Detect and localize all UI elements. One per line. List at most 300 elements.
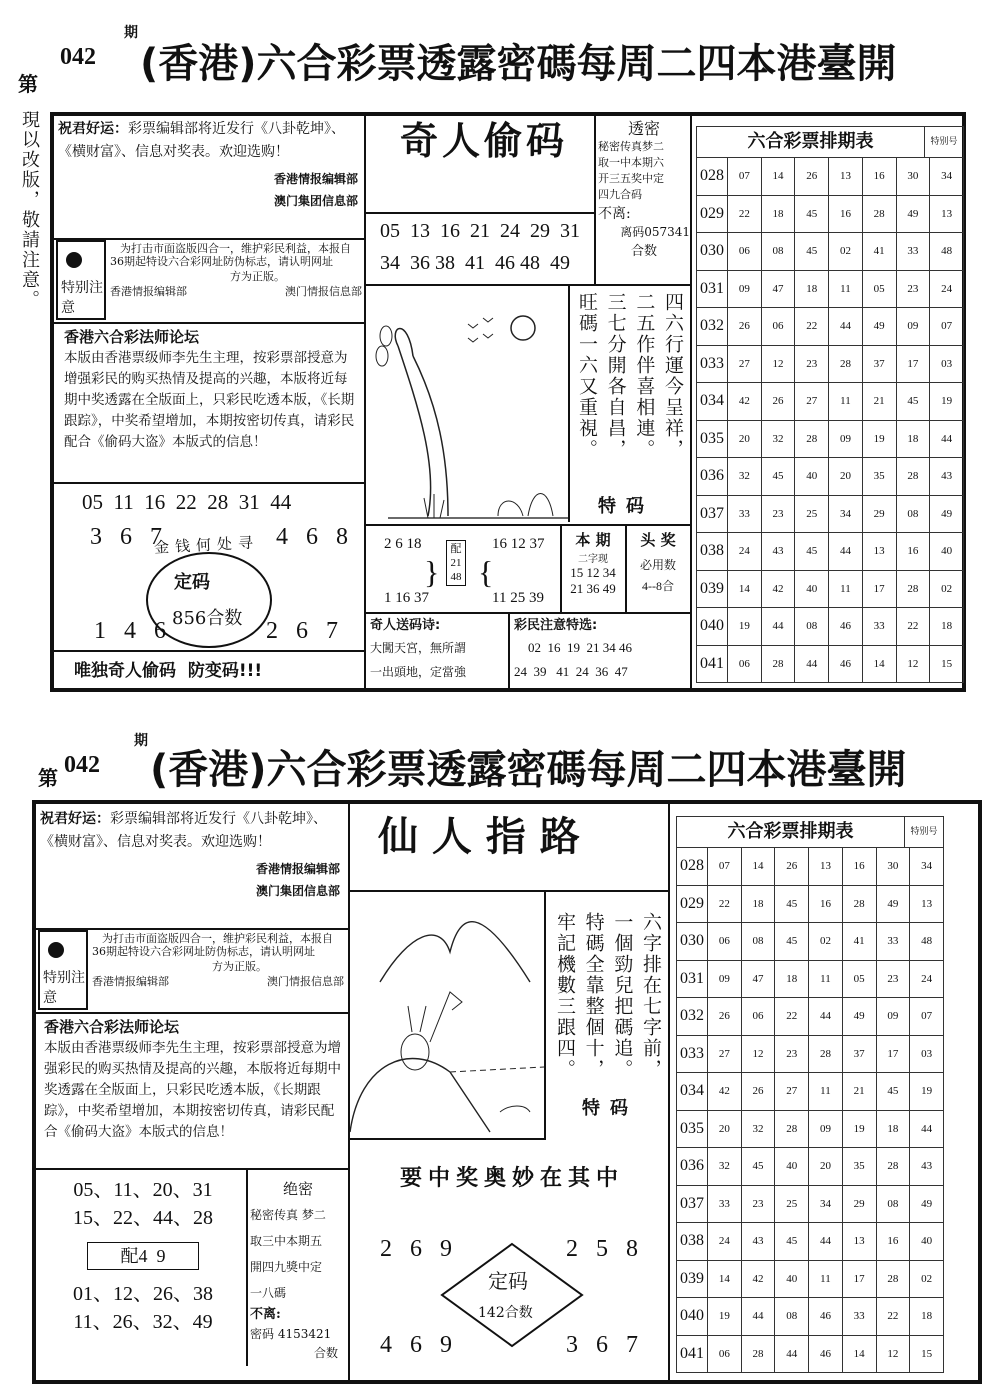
special-tag: 特别注意 [61,280,103,316]
number-cell: 47 [741,960,775,998]
pei-box-label: 配 [450,543,462,555]
number-cell: 05 [862,270,896,308]
issue-cell: 037 [677,1185,708,1223]
dingma-tr: 2 5 8 [566,1236,644,1262]
number-cell: 32 [741,1110,775,1148]
number-cell: 49 [842,998,876,1036]
schedule-table-top [696,126,964,683]
number-cell: 28 [795,420,829,458]
table-row [697,458,964,496]
song-poem-line: 大闖天宮，無所謂 [370,641,467,655]
number-cell: 06 [728,233,762,271]
issue-cell: 035 [677,1110,708,1148]
group-line: 01、12、26、38 [73,1283,213,1305]
number-cell: 14 [728,570,762,608]
number-cell: 45 [795,533,829,571]
number-cell: 42 [741,1260,775,1298]
table-row [697,645,964,683]
issue-cell: 030 [677,923,708,961]
number-cell: 32 [708,1148,742,1186]
bottom-poem [552,912,664,1092]
table-row [677,1035,944,1073]
number-cell: 24 [708,1223,742,1261]
table-row [677,1298,944,1336]
number-cell: 47 [761,270,795,308]
number-cell: 41 [862,233,896,271]
issue-cell: 040 [677,1298,708,1336]
number-cell: 12 [741,1035,775,1073]
special-number-cell: 02 [930,570,964,608]
number-cell: 09 [809,1110,843,1148]
dingma-center: 定码 [488,1269,528,1293]
table-row [677,998,944,1036]
tou-mi-line: 四九合码 [598,188,642,201]
table-row [677,1185,944,1223]
divider [54,650,364,652]
number-cell: 28 [876,1148,910,1186]
number-cell: 44 [795,645,829,683]
number-cell: 22 [896,608,930,646]
number-cell: 33 [862,608,896,646]
pei-box: 配4 9 [87,1242,199,1270]
special-tail: 方为正版。 [230,270,285,283]
header-qi: 期 [134,733,148,749]
number-cell: 13 [829,158,863,196]
number-cell: 14 [741,848,775,886]
juemi-title: 绝密 [282,1180,313,1198]
number-cell: 28 [862,195,896,233]
number-cell: 44 [741,1298,775,1336]
number-cell: 40 [795,570,829,608]
number-cell: 14 [761,158,795,196]
header-prefix: 第 [38,766,58,790]
table-row [697,270,964,308]
number-cell: 33 [708,1185,742,1223]
number-cell: 26 [708,998,742,1036]
number-cell: 40 [795,458,829,496]
number-cell: 43 [761,533,795,571]
special-number-cell: 34 [910,848,944,886]
number-cell: 17 [896,345,930,383]
number-cell: 17 [842,1260,876,1298]
greeting-sign1: 香港情报编辑部 [255,862,340,876]
number-cell: 22 [708,885,742,923]
group-line: 15、22、44、28 [73,1207,213,1229]
forum-body: 本版由香港票级师李先生主理，按彩票部授意为增强彩民的购买热情及提高的兴趣，本版将近每期中奖透露在全版面上，只彩民吃透本版，《长期跟踪》，中奖希望增加，本期按密切传真，请彩民配合《偷码大盗》本版式的信息！ [44,1040,341,1140]
number-cell: 20 [829,458,863,496]
divider [508,612,510,692]
number-cell: 42 [708,1073,742,1111]
issue-cell: 038 [697,533,728,571]
song-poem-line: 一出頭地，定當強 [370,665,467,679]
number-cell: 11 [809,960,843,998]
issue-cell: 031 [697,270,728,308]
divider [36,1012,348,1014]
issue-cell: 028 [697,158,728,196]
number-cell: 44 [809,998,843,1036]
poem-col: 旺碼一六又重視。 [576,292,598,460]
number-cell: 28 [775,1110,809,1148]
poem-col: 特碼全靠整個十， [582,912,605,1080]
number-cell: 25 [775,1185,809,1223]
number-cell: 33 [728,495,762,533]
number-cell: 16 [842,848,876,886]
number-cell: 44 [829,308,863,346]
poem-col: 二五作伴喜相連。 [633,292,656,460]
pei-right-top: 16 12 37 [492,536,545,552]
special-number-cell: 03 [930,345,964,383]
issue-cell: 028 [677,848,708,886]
number-cell: 30 [876,848,910,886]
dingma-tl: 3 6 7 [90,524,168,550]
dingma-bl: 4 6 9 [380,1332,458,1358]
number-cell: 06 [708,923,742,961]
number-cell: 23 [775,1035,809,1073]
number-cell: 08 [876,1185,910,1223]
dingma-diamond [380,1232,650,1362]
table-row [677,1148,944,1186]
divider [668,800,670,1384]
number-cell: 22 [795,308,829,346]
forum-block [64,326,358,453]
number-cell: 28 [842,885,876,923]
divider [690,112,692,692]
header-prefix: 第 [18,72,38,96]
special-number-cell: 19 [910,1073,944,1111]
dingma-tr: 4 6 8 [276,524,354,550]
issue-cell: 031 [677,960,708,998]
numbers-row: 05 11 16 22 28 31 44 [82,490,292,514]
number-cell: 37 [842,1035,876,1073]
number-cell: 22 [728,195,762,233]
tou-mi-sum: 合数 [630,244,657,259]
pei-block [366,526,562,612]
number-cell: 26 [775,848,809,886]
song-poem [370,616,506,684]
tou-mi-line: 取一中本期六 [598,156,664,169]
toujiang-range: 4--8合 [642,579,674,593]
dingma-diagram [54,520,364,650]
mountain-illustration [350,892,546,1140]
special-notice [56,240,364,322]
juemi-line: 開四九獎中定 [250,1260,323,1274]
number-cell: 30 [896,158,930,196]
special-number-cell: 44 [930,420,964,458]
number-cell: 16 [876,1223,910,1261]
number-cell: 27 [795,383,829,421]
table-row [677,1073,944,1111]
header-title: (香港)六合彩票透露密碼每周二四本港臺開 [150,747,907,793]
divider [54,482,364,484]
number-cell: 40 [775,1260,809,1298]
special-number-cell: 02 [910,1260,944,1298]
number-cell: 28 [761,645,795,683]
special-number-cell: 24 [910,960,944,998]
issue-cell: 036 [677,1148,708,1186]
juemi-line: 一八碼 [250,1286,287,1300]
table-row [697,345,964,383]
caimin-title: 彩民注意特选: [514,618,598,633]
top-poem [574,292,686,482]
number-cell: 28 [741,1335,775,1373]
number-cell: 27 [708,1035,742,1073]
number-cell: 07 [728,158,762,196]
toujiang-sub: 必用数 [639,558,676,572]
forum-body: 本版由香港票级师李先生主理，按彩票部授意为增强彩民的购买热情及提高的兴趣，本版将近每期中奖透露在全版面上，只彩民吃透本版，《长期跟踪》，中奖希望增加，本期按密切传真，请彩民配合《偷码大盗》本版式的信息！ [64,350,355,450]
special-number-cell: 44 [910,1110,944,1148]
greeting-sign1: 香港情报编辑部 [273,172,358,186]
number-cell: 32 [728,458,762,496]
center-numbers-1: 05 13 16 21 24 29 31 [380,220,580,242]
number-cell: 11 [829,570,863,608]
number-cell: 08 [741,923,775,961]
number-cell: 40 [775,1148,809,1186]
special-number-cell: 43 [930,458,964,496]
table-row [677,1223,944,1261]
number-cell: 45 [795,233,829,271]
number-cell: 37 [862,345,896,383]
benqi-line: 21 36 49 [570,581,616,596]
tema-label: 特码 [598,496,654,517]
greeting-sign2: 澳门集团信息部 [273,194,358,208]
special-number-cell: 40 [910,1223,944,1261]
number-cell: 14 [862,645,896,683]
table-row [697,308,964,346]
number-cell: 33 [876,923,910,961]
pei-box-num: 21 [450,557,462,569]
poem-col: 六字排在七字前， [639,912,662,1080]
number-cell: 43 [741,1223,775,1261]
number-cell: 06 [761,308,795,346]
number-cell: 23 [896,270,930,308]
greeting-body: 彩票编辑部将近发行《八卦乾坤》、《横财富》、信息对奖表。欢迎选购！ [58,121,345,160]
juemi-line: 秘密传真 梦二 [250,1208,326,1222]
number-cell: 41 [842,923,876,961]
number-cell: 28 [876,1260,910,1298]
table-row [677,1110,944,1148]
number-cell: 09 [708,960,742,998]
pei-box-num: 48 [450,571,462,583]
dingma-tl: 2 6 9 [380,1236,458,1262]
number-cell: 46 [809,1298,843,1336]
special-tag: 特别注意 [43,970,85,1006]
tree-illustration [368,286,570,522]
slogan: 唯独奇人偷码 防变码!!! [74,661,263,681]
table-row [697,420,964,458]
number-cell: 14 [842,1335,876,1373]
number-cell: 06 [708,1335,742,1373]
number-cell: 18 [741,885,775,923]
group-line: 11、26、32、49 [73,1311,213,1333]
table-row [697,158,964,196]
number-cell: 06 [728,645,762,683]
issue-cell: 034 [677,1073,708,1111]
number-cell: 19 [862,420,896,458]
issue-cell: 036 [697,458,728,496]
benqi-block [562,530,624,597]
special-body: 为打击市面盗版四合一，维护彩民利益，本报自36期起特设六合彩网址防伪标志，请认明网址 [92,932,333,958]
special-number-cell: 40 [930,533,964,571]
number-cell: 06 [741,998,775,1036]
number-cell: 28 [896,458,930,496]
number-cell: 34 [829,495,863,533]
issue-cell: 033 [677,1035,708,1073]
poem-col: 一個勁兒把碼追。 [611,912,634,1080]
tou-mi-title: 透密 [627,119,660,138]
special-sign1: 香港情报编辑部 [110,285,187,298]
schedule-table-bottom [676,816,944,1373]
tou-mi-buli: 不离: [598,206,631,222]
number-groups [40,1176,246,1336]
special-number-cell: 03 [910,1035,944,1073]
special-number-cell: 15 [910,1335,944,1373]
schedule-title: 六合彩票排期表 [747,131,874,152]
number-cell: 18 [876,1110,910,1148]
number-cell: 12 [896,645,930,683]
special-number-cell: 43 [910,1148,944,1186]
poem-col: 四六行運今呈祥， [661,292,684,460]
number-cell: 45 [741,1148,775,1186]
divider [366,612,690,614]
number-cell: 45 [795,195,829,233]
number-cell: 18 [795,270,829,308]
number-cell: 44 [761,608,795,646]
number-cell: 09 [829,420,863,458]
bottom-header [0,722,985,802]
greeting-block [58,118,358,212]
number-cell: 19 [728,608,762,646]
issue-cell: 041 [697,645,728,683]
number-cell: 44 [775,1335,809,1373]
number-cell: 12 [761,345,795,383]
issue-cell: 039 [677,1260,708,1298]
number-cell: 45 [775,1223,809,1261]
juemi-code: 密码 4153421 [250,1327,332,1341]
number-cell: 14 [708,1260,742,1298]
special-sign1: 香港情报编辑部 [92,975,169,988]
number-cell: 23 [876,960,910,998]
center-numbers-2: 34 36 38 41 46 48 49 [380,252,570,274]
side-notice: 現以改版，敬請注意。 [19,110,40,310]
center-title: 奇人偷码 [400,119,569,163]
number-cell: 20 [728,420,762,458]
dingma-bl: 1 4 6 [94,618,172,644]
number-cell: 45 [876,1073,910,1111]
header-qi: 期 [124,25,138,41]
number-cell: 18 [761,195,795,233]
number-cell: 44 [809,1223,843,1261]
number-cell: 16 [809,885,843,923]
issue-cell: 041 [677,1335,708,1373]
number-cell: 08 [761,233,795,271]
number-cell: 25 [795,495,829,533]
special-number-label: 特别号 [924,127,963,157]
schedule-grid [676,847,944,1373]
greeting-label: 祝君好运： [58,121,128,137]
toujiang-title: 头 奖 [640,531,676,549]
number-cell: 46 [829,645,863,683]
number-cell: 46 [809,1335,843,1373]
number-cell: 23 [795,345,829,383]
number-cell: 26 [728,308,762,346]
number-cell: 49 [876,885,910,923]
forum-block [44,1016,342,1143]
greeting-body: 彩票编辑部将近发行《八卦乾坤》、《横财富》、信息对奖表。欢迎选购！ [40,811,327,850]
special-number-cell: 13 [930,195,964,233]
special-number-cell: 19 [930,383,964,421]
table-row [677,1260,944,1298]
number-cell: 33 [842,1298,876,1336]
special-notice [38,930,346,1012]
number-cell: 45 [896,383,930,421]
number-cell: 42 [761,570,795,608]
number-cell: 45 [775,885,809,923]
special-number-cell: 48 [910,923,944,961]
number-cell: 16 [829,195,863,233]
number-cell: 44 [829,533,863,571]
bomb-icon [66,252,82,268]
group-line: 05、11、20、31 [73,1179,213,1201]
pei-left-bottom: 1 16 37 [384,590,429,606]
divider [594,112,596,284]
benqi-line: 15 12 34 [570,565,616,580]
dingma-sum: 856合数 [172,608,243,629]
number-cell: 26 [761,383,795,421]
number-cell: 08 [795,608,829,646]
number-cell: 11 [809,1073,843,1111]
issue-cell: 040 [697,608,728,646]
tou-mi-block [598,116,690,259]
special-body: 为打击市面盗版四合一，维护彩民利益，本报自36期起特设六合彩网址防伪标志，请认明网址 [110,242,351,268]
number-cell: 49 [896,195,930,233]
number-cell: 45 [775,923,809,961]
special-number-cell: 18 [910,1298,944,1336]
number-cell: 18 [775,960,809,998]
center-title: 仙 人 指 路 [378,814,580,860]
special-number-cell: 18 [930,608,964,646]
divider [54,322,364,324]
special-number-cell: 07 [930,308,964,346]
number-cell: 28 [809,1035,843,1073]
number-cell: 22 [876,1298,910,1336]
number-cell: 27 [775,1073,809,1111]
dingma-arc-text: 金钱何处寻 [153,533,260,557]
special-sign2: 澳门情报信息部 [285,285,362,298]
pei-left-top: 2 6 18 [384,536,422,552]
pei-box [446,540,466,586]
issue-cell: 039 [697,570,728,608]
issue-cell: 035 [697,420,728,458]
header-title: (香港)六合彩票透露密碼每周二四本港臺開 [140,41,897,87]
number-cell: 23 [741,1185,775,1223]
number-cell: 35 [862,458,896,496]
number-cell: 27 [728,345,762,383]
header-issue: 042 [60,44,96,70]
table-row [677,923,944,961]
forum-title: 香港六合彩法师论坛 [64,328,200,346]
number-cell: 26 [741,1073,775,1111]
top-header [0,20,985,100]
issue-cell: 029 [697,195,728,233]
dingma-br: 3 6 7 [566,1332,644,1358]
greeting-sign2: 澳门集团信息部 [255,884,340,898]
toujiang-block [627,530,689,594]
table-row [697,533,964,571]
special-number-label: 特别号 [904,817,943,847]
greeting-label: 祝君好运： [40,811,110,827]
brace-left-icon: { [478,554,494,590]
number-cell: 09 [728,270,762,308]
